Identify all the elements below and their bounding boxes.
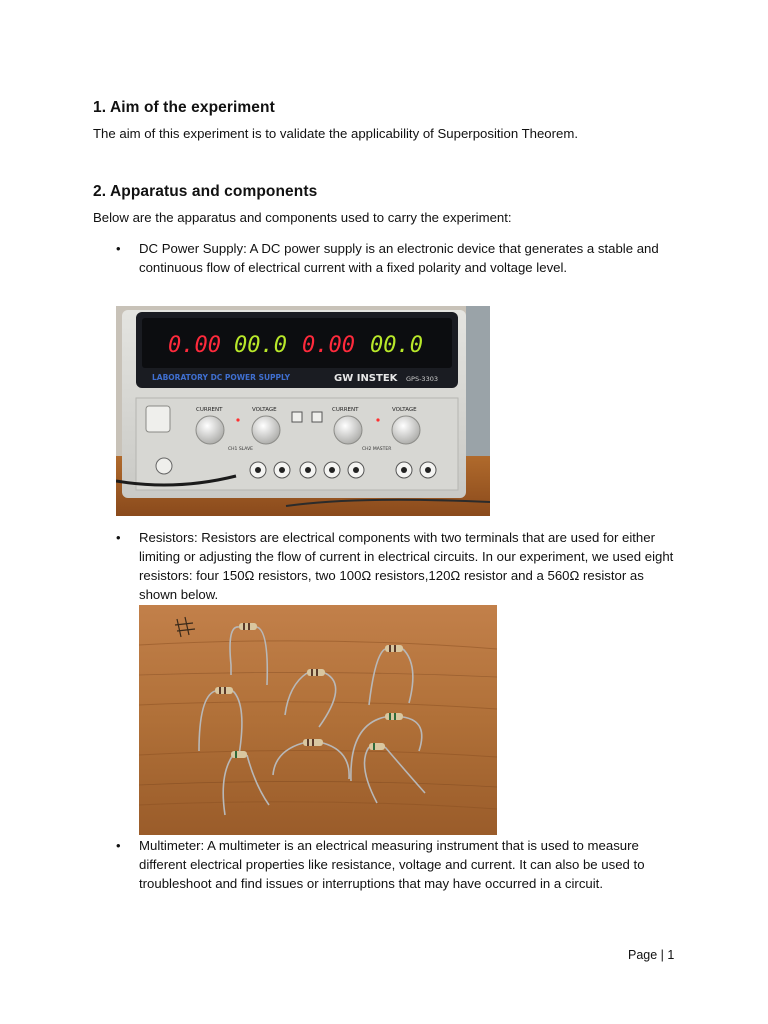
- panel-label: LABORATORY DC POWER SUPPLY: [152, 373, 291, 382]
- section-heading-aim: 1. Aim of the experiment: [93, 99, 275, 116]
- bullet-marker: •: [116, 241, 121, 256]
- list-item-text: Multimeter: A multimeter is an electrical measuring instrument that is used to measure different electrical properties like resistance, voltage and current. It can also be used to troubleshoot and find issues or interruptions that may have occurred in a circuit.: [139, 838, 645, 891]
- display-ch2-current: 0.00: [302, 333, 355, 358]
- knob-label-current-2: CURRENT: [332, 407, 359, 413]
- display-ch1-voltage: 00.0: [234, 333, 287, 358]
- display-ch1-current: 0.00: [168, 333, 221, 358]
- display-ch2-voltage: 00.0: [370, 333, 423, 358]
- model-label: GPS-3303: [406, 375, 438, 383]
- aim-text: The aim of this experiment is to validate the applicability of Superposition Theorem.: [93, 126, 579, 141]
- knob-current-2: [334, 416, 362, 444]
- page-number: Page | 1: [628, 948, 675, 962]
- power-supply-illustration: [116, 306, 490, 516]
- knob-voltage-1: [252, 416, 280, 444]
- apparatus-intro: Below are the apparatus and components used to carry the experiment:: [93, 210, 512, 225]
- brand-label: GW INSTEK: [334, 373, 398, 384]
- knob-label-current-1: CURRENT: [196, 407, 223, 413]
- section-heading-apparatus: 2. Apparatus and components: [93, 183, 318, 200]
- list-item-text: Resistors: Resistors are electrical components with two terminals that are used for either limiting or adjusting the flow of current in electrical circuits. In our experiment, we used eight resistors: four 150Ω resistors, two 100Ω resistors,120Ω resistor and a 560Ω resistor as shown below.: [139, 530, 674, 602]
- channel-label-master: CH2 MASTER: [362, 447, 392, 452]
- knob-current-1: [196, 416, 224, 444]
- bullet-marker: •: [116, 530, 121, 545]
- bullet-marker: •: [116, 838, 121, 853]
- resistors-photo: [139, 605, 497, 835]
- power-supply-photo: [116, 306, 490, 516]
- list-item-text: DC Power Supply: A DC power supply is an electronic device that generates a stable and continuous flow of electrical current with a fixed polarity and voltage level.: [139, 241, 659, 275]
- knob-label-voltage-1: VOLTAGE: [252, 407, 277, 413]
- knob-voltage-2: [392, 416, 420, 444]
- resistors-illustration: [139, 605, 497, 835]
- channel-label-slave: CH1 SLAVE: [228, 447, 253, 452]
- knob-label-voltage-2: VOLTAGE: [392, 407, 417, 413]
